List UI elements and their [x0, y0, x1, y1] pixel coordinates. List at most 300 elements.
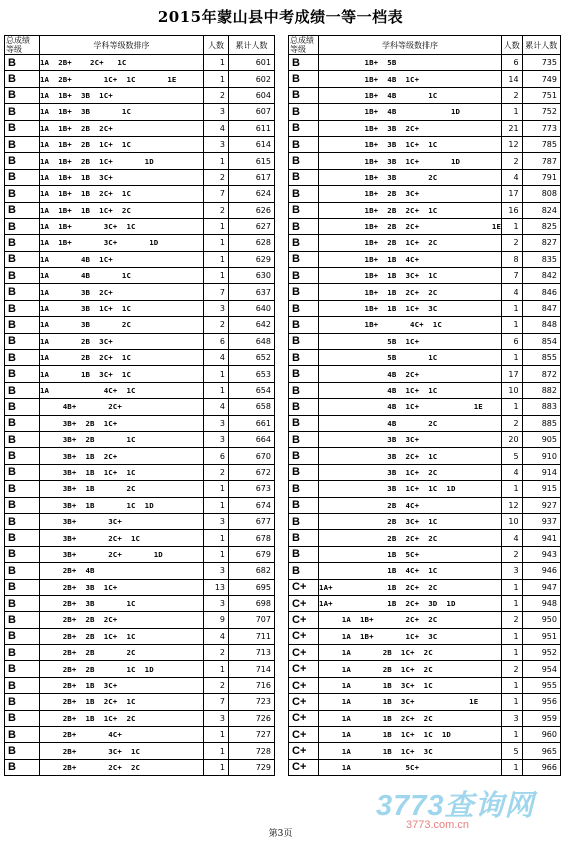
count-cell: 1	[502, 595, 523, 611]
subjects-cell: 3B+ 2B 1C+	[40, 415, 204, 431]
count-cell: 1	[204, 235, 229, 251]
cumulative-cell: 627	[229, 218, 275, 234]
count-cell: 4	[502, 284, 523, 300]
cumulative-cell: 658	[229, 399, 275, 415]
cumulative-cell: 614	[229, 136, 275, 152]
table-row	[289, 186, 561, 202]
cumulative-cell: 678	[229, 530, 275, 546]
count-cell: 3	[204, 415, 229, 431]
table-row	[5, 218, 275, 234]
count-cell: 2	[204, 464, 229, 480]
header-grade	[5, 36, 40, 55]
subjects-cell: 1A 1B 3C+ 1E	[319, 694, 502, 710]
grade-cell: B	[289, 382, 319, 398]
cumulative-cell: 872	[522, 366, 560, 382]
cumulative-cell: 791	[522, 169, 560, 185]
count-cell: 2	[502, 87, 523, 103]
count-cell: 3	[204, 513, 229, 529]
grade-cell: B	[289, 87, 319, 103]
subjects-cell: 4B 2C+	[319, 366, 502, 382]
subjects-cell: 1B+ 1B 3C+ 1C	[319, 268, 502, 284]
subjects-cell: 1A+ 1B 2C+ 2C	[319, 579, 502, 595]
cumulative-cell: 670	[229, 448, 275, 464]
grade-cell: B	[289, 104, 319, 120]
grade-cell: B	[289, 431, 319, 447]
cumulative-cell: 723	[229, 694, 275, 710]
cumulative-cell: 654	[229, 382, 275, 398]
subjects-cell: 2B 3C+ 1C	[319, 513, 502, 529]
grade-cell: C+	[289, 579, 319, 595]
cumulative-cell: 927	[522, 497, 560, 513]
count-cell: 12	[502, 136, 523, 152]
table-row	[289, 595, 561, 611]
cumulative-cell: 728	[229, 743, 275, 759]
count-cell: 1	[204, 743, 229, 759]
grade-cell: B	[289, 366, 319, 382]
count-cell: 3	[204, 563, 229, 579]
cumulative-cell: 885	[522, 415, 560, 431]
table-row	[5, 530, 275, 546]
subjects-cell: 1A 1B+ 1B 2C+ 1C	[40, 186, 204, 202]
subjects-cell: 1B+ 3B 1C+ 1C	[319, 136, 502, 152]
table-body-left	[5, 55, 275, 776]
grade-cell: B	[5, 218, 40, 234]
count-cell: 2	[204, 202, 229, 218]
table-row	[5, 399, 275, 415]
grade-cell: B	[5, 513, 40, 529]
subjects-cell: 1A 1B+ 1B 1C+ 2C	[40, 202, 204, 218]
cumulative-cell: 955	[522, 677, 560, 693]
grade-cell: B	[289, 235, 319, 251]
subjects-cell: 1B+ 4B 1C	[319, 87, 502, 103]
table-row	[289, 743, 561, 759]
table-row	[289, 169, 561, 185]
table-header-row	[289, 36, 561, 55]
table-row	[289, 153, 561, 169]
count-cell: 10	[502, 382, 523, 398]
table-row	[5, 546, 275, 562]
subjects-cell: 2B+ 1B 1C+ 2C	[40, 710, 204, 726]
count-cell: 6	[502, 55, 523, 71]
cumulative-cell: 914	[522, 464, 560, 480]
count-cell: 1	[204, 71, 229, 87]
subjects-cell: 2B+ 3C+ 1C	[40, 743, 204, 759]
cumulative-cell: 682	[229, 563, 275, 579]
cumulative-cell: 882	[522, 382, 560, 398]
cumulative-cell: 946	[522, 563, 560, 579]
subjects-cell: 1A 4B 1C	[40, 268, 204, 284]
cumulative-cell: 835	[522, 251, 560, 267]
grade-cell: B	[289, 317, 319, 333]
table-row	[5, 104, 275, 120]
cumulative-cell: 959	[522, 710, 560, 726]
subjects-cell: 2B+ 4C+	[40, 727, 204, 743]
cumulative-cell: 825	[522, 218, 560, 234]
grade-cell: B	[289, 300, 319, 316]
table-row	[289, 759, 561, 775]
subjects-cell: 3B 3C+	[319, 431, 502, 447]
table-row	[5, 87, 275, 103]
table-row	[289, 694, 561, 710]
grade-cell: B	[289, 497, 319, 513]
grade-cell: B	[289, 71, 319, 87]
cumulative-cell: 661	[229, 415, 275, 431]
table-row	[5, 612, 275, 628]
table-row	[289, 104, 561, 120]
grade-cell: B	[5, 169, 40, 185]
cumulative-cell: 808	[522, 186, 560, 202]
subjects-cell: 1B+ 2B 1C+ 2C	[319, 235, 502, 251]
table-row	[5, 350, 275, 366]
cumulative-cell: 947	[522, 579, 560, 595]
table-row	[289, 333, 561, 349]
count-cell: 10	[502, 513, 523, 529]
subjects-cell: 1A 1B 1C+ 3C	[319, 743, 502, 759]
table-body-right	[289, 55, 561, 776]
count-cell: 2	[204, 317, 229, 333]
subjects-cell: 2B+ 4B	[40, 563, 204, 579]
cumulative-cell: 787	[522, 153, 560, 169]
grade-cell: B	[289, 186, 319, 202]
grade-cell: B	[5, 481, 40, 497]
table-row	[289, 251, 561, 267]
cumulative-cell: 726	[229, 710, 275, 726]
count-cell: 1	[502, 579, 523, 595]
count-cell: 4	[502, 530, 523, 546]
grade-cell: C+	[289, 743, 319, 759]
cumulative-cell: 629	[229, 251, 275, 267]
grade-cell: B	[289, 153, 319, 169]
grade-cell: B	[289, 169, 319, 185]
count-cell: 2	[204, 645, 229, 661]
header-grade-label: 总成绩 等级	[6, 36, 30, 54]
count-cell: 1	[502, 759, 523, 775]
subjects-cell: 1B+ 1B 2C+ 2C	[319, 284, 502, 300]
count-cell: 7	[204, 186, 229, 202]
table-row	[5, 333, 275, 349]
grade-cell: B	[5, 104, 40, 120]
grade-cell: B	[5, 595, 40, 611]
subjects-cell: 1A 4C+ 1C	[40, 382, 204, 398]
cumulative-cell: 604	[229, 87, 275, 103]
table-row	[289, 71, 561, 87]
subjects-cell: 1A 4B 1C+	[40, 251, 204, 267]
table-row	[289, 628, 561, 644]
count-cell: 3	[204, 104, 229, 120]
table-row	[5, 415, 275, 431]
cumulative-cell: 846	[522, 284, 560, 300]
table-row	[5, 55, 275, 71]
subjects-cell: 4B+ 2C+	[40, 399, 204, 415]
header-grade	[289, 36, 319, 55]
grade-cell: B	[5, 87, 40, 103]
header-cumulative: 累计人数	[522, 36, 560, 55]
table-row	[289, 235, 561, 251]
count-cell: 13	[204, 579, 229, 595]
subjects-cell: 4B 1C+ 1C	[319, 382, 502, 398]
count-cell: 4	[204, 399, 229, 415]
cumulative-cell: 698	[229, 595, 275, 611]
subjects-cell: 5B 1C+	[319, 333, 502, 349]
count-cell: 1	[502, 399, 523, 415]
subjects-cell: 2B 4C+	[319, 497, 502, 513]
table-row	[289, 530, 561, 546]
subjects-cell: 1B+ 3B 2C+	[319, 120, 502, 136]
table-row	[5, 251, 275, 267]
count-cell: 1	[204, 546, 229, 562]
grade-cell: B	[5, 530, 40, 546]
count-cell: 2	[502, 153, 523, 169]
subjects-cell: 1A 2B 2C+ 1C	[40, 350, 204, 366]
grade-cell: B	[289, 251, 319, 267]
count-cell: 14	[502, 71, 523, 87]
table-row	[289, 350, 561, 366]
cumulative-cell: 965	[522, 743, 560, 759]
cumulative-cell: 630	[229, 268, 275, 284]
grade-cell: B	[5, 415, 40, 431]
table-row	[289, 677, 561, 693]
cumulative-cell: 729	[229, 759, 275, 775]
subjects-cell: 1A 1B 3C+ 1C	[319, 677, 502, 693]
page-number: 第3页	[268, 829, 293, 839]
subjects-cell: 1A 1B 1C+ 1C 1D	[319, 727, 502, 743]
header-subjects: 学科等级数排序	[319, 36, 502, 55]
subjects-cell: 4B 1C+ 1E	[319, 399, 502, 415]
cumulative-cell: 727	[229, 727, 275, 743]
table-row	[5, 71, 275, 87]
count-cell: 4	[502, 169, 523, 185]
table-row	[289, 120, 561, 136]
grade-cell: B	[5, 579, 40, 595]
cumulative-cell: 966	[522, 759, 560, 775]
count-cell: 3	[204, 595, 229, 611]
grade-cell: B	[289, 350, 319, 366]
grade-cell: B	[5, 612, 40, 628]
subjects-cell: 1B+ 4B 1C+	[319, 71, 502, 87]
subjects-cell: 3B 2C+ 1C	[319, 448, 502, 464]
subjects-cell: 4B 2C	[319, 415, 502, 431]
table-row	[289, 55, 561, 71]
subjects-cell: 2B+ 2B 1C+ 1C	[40, 628, 204, 644]
grade-cell: B	[5, 382, 40, 398]
cumulative-cell: 827	[522, 235, 560, 251]
grade-cell: B	[289, 513, 319, 529]
subjects-cell: 1B+ 5B	[319, 55, 502, 71]
table-row	[5, 628, 275, 644]
cumulative-cell: 713	[229, 645, 275, 661]
count-cell: 1	[204, 382, 229, 398]
subjects-cell: 3B+ 1B 1C 1D	[40, 497, 204, 513]
header-subjects: 学科等级数排序	[40, 36, 204, 55]
grade-cell: B	[289, 120, 319, 136]
watermark-url: 3773.com.cn	[406, 819, 469, 831]
subjects-cell: 1A 2B 3C+	[40, 333, 204, 349]
count-cell: 7	[204, 694, 229, 710]
grade-cell: B	[289, 530, 319, 546]
cumulative-cell: 905	[522, 431, 560, 447]
table-row	[5, 317, 275, 333]
count-cell: 1	[502, 481, 523, 497]
cumulative-cell: 950	[522, 612, 560, 628]
grade-cell: B	[5, 268, 40, 284]
grade-cell: B	[5, 71, 40, 87]
table-row	[289, 661, 561, 677]
table-row	[5, 448, 275, 464]
grade-cell: B	[5, 300, 40, 316]
grade-cell: B	[5, 235, 40, 251]
count-cell: 17	[502, 366, 523, 382]
table-row	[289, 300, 561, 316]
cumulative-cell: 640	[229, 300, 275, 316]
count-cell: 1	[204, 268, 229, 284]
count-cell: 4	[502, 464, 523, 480]
table-row	[5, 694, 275, 710]
table-row	[5, 186, 275, 202]
cumulative-cell: 602	[229, 71, 275, 87]
grade-cell: B	[289, 218, 319, 234]
cumulative-cell: 673	[229, 481, 275, 497]
subjects-cell: 3B+ 2C+ 1D	[40, 546, 204, 562]
cumulative-cell: 752	[522, 104, 560, 120]
grade-cell: B	[289, 546, 319, 562]
subjects-cell: 1A 1B 3C+ 1C	[40, 366, 204, 382]
cumulative-cell: 952	[522, 645, 560, 661]
subjects-cell: 1A+ 1B 2C+ 3D 1D	[319, 595, 502, 611]
count-cell: 2	[204, 169, 229, 185]
count-cell: 6	[204, 333, 229, 349]
cumulative-cell: 624	[229, 186, 275, 202]
table-row	[289, 317, 561, 333]
subjects-cell: 1B 5C+	[319, 546, 502, 562]
grade-cell: B	[5, 448, 40, 464]
subjects-cell: 2B+ 2B 1C 1D	[40, 661, 204, 677]
table-row	[289, 284, 561, 300]
cumulative-cell: 847	[522, 300, 560, 316]
count-cell: 16	[502, 202, 523, 218]
count-cell: 4	[204, 120, 229, 136]
header-count: 人数	[204, 36, 229, 55]
grade-cell: B	[289, 202, 319, 218]
subjects-cell: 1A 2B+ 2C+ 1C	[40, 55, 204, 71]
subjects-cell: 1A 1B+ 1B 3C+	[40, 169, 204, 185]
grade-cell: B	[289, 268, 319, 284]
grade-cell: B	[5, 464, 40, 480]
cumulative-cell: 664	[229, 431, 275, 447]
cumulative-cell: 714	[229, 661, 275, 677]
table-row	[289, 366, 561, 382]
subjects-cell: 1B+ 2B 3C+	[319, 186, 502, 202]
count-cell: 8	[502, 251, 523, 267]
grade-cell: B	[289, 55, 319, 71]
grade-cell: C+	[289, 677, 319, 693]
subjects-cell: 1A 3B 2C	[40, 317, 204, 333]
count-cell: 7	[204, 284, 229, 300]
subjects-cell: 2B+ 2B 2C	[40, 645, 204, 661]
table-row	[289, 513, 561, 529]
subjects-cell: 1B+ 3B 2C	[319, 169, 502, 185]
grade-cell: B	[5, 431, 40, 447]
grade-cell: B	[5, 694, 40, 710]
cumulative-cell: 937	[522, 513, 560, 529]
count-cell: 21	[502, 120, 523, 136]
cumulative-cell: 915	[522, 481, 560, 497]
count-cell: 2	[502, 546, 523, 562]
grade-cell: C+	[289, 727, 319, 743]
subjects-cell: 1B+ 2B 2C+ 1C	[319, 202, 502, 218]
count-cell: 1	[502, 218, 523, 234]
cumulative-cell: 956	[522, 694, 560, 710]
table-row	[5, 300, 275, 316]
count-cell: 6	[204, 448, 229, 464]
count-cell: 1	[204, 497, 229, 513]
grade-cell: B	[5, 727, 40, 743]
table-row	[5, 645, 275, 661]
subjects-cell: 1A 1B+ 2B 1C+ 1D	[40, 153, 204, 169]
cumulative-cell: 617	[229, 169, 275, 185]
cumulative-cell: 653	[229, 366, 275, 382]
table-row	[5, 759, 275, 775]
cumulative-cell: 749	[522, 71, 560, 87]
table-row	[5, 743, 275, 759]
cumulative-cell: 711	[229, 628, 275, 644]
table-row	[5, 677, 275, 693]
count-cell: 1	[204, 366, 229, 382]
count-cell: 1	[204, 661, 229, 677]
table-row	[289, 546, 561, 562]
subjects-cell: 3B+ 1B 2C+	[40, 448, 204, 464]
cumulative-cell: 960	[522, 727, 560, 743]
table-row	[289, 202, 561, 218]
grade-cell: C+	[289, 661, 319, 677]
subjects-cell: 1A 2B 1C+ 2C	[319, 645, 502, 661]
count-cell: 1	[204, 727, 229, 743]
table-row	[289, 727, 561, 743]
subjects-cell: 2B+ 3B 1C	[40, 595, 204, 611]
subjects-cell: 1A 1B+ 2B 2C+	[40, 120, 204, 136]
grade-cell: B	[5, 661, 40, 677]
cumulative-cell: 677	[229, 513, 275, 529]
header-count: 人数	[502, 36, 523, 55]
cumulative-cell: 674	[229, 497, 275, 513]
grade-cell: B	[289, 284, 319, 300]
table-row	[289, 268, 561, 284]
grade-cell: B	[5, 628, 40, 644]
table-row	[289, 579, 561, 595]
grade-cell: B	[289, 563, 319, 579]
count-cell: 1	[502, 628, 523, 644]
grade-cell: B	[5, 399, 40, 415]
cumulative-cell: 735	[522, 55, 560, 71]
table-row	[289, 382, 561, 398]
cumulative-cell: 951	[522, 628, 560, 644]
cumulative-cell: 628	[229, 235, 275, 251]
cumulative-cell: 679	[229, 546, 275, 562]
grade-table-left	[4, 35, 275, 776]
subjects-cell: 3B+ 3C+	[40, 513, 204, 529]
grade-cell: C+	[289, 694, 319, 710]
site-watermark	[376, 781, 556, 839]
grade-cell: B	[289, 481, 319, 497]
count-cell: 1	[502, 350, 523, 366]
count-cell: 6	[502, 333, 523, 349]
subjects-cell: 2B+ 1B 2C+ 1C	[40, 694, 204, 710]
count-cell: 1	[502, 677, 523, 693]
table-row	[5, 513, 275, 529]
subjects-cell: 3B+ 2C+ 1C	[40, 530, 204, 546]
count-cell: 1	[204, 153, 229, 169]
subjects-cell: 1A 1B+ 3B 1C+	[40, 87, 204, 103]
grade-cell: B	[289, 136, 319, 152]
